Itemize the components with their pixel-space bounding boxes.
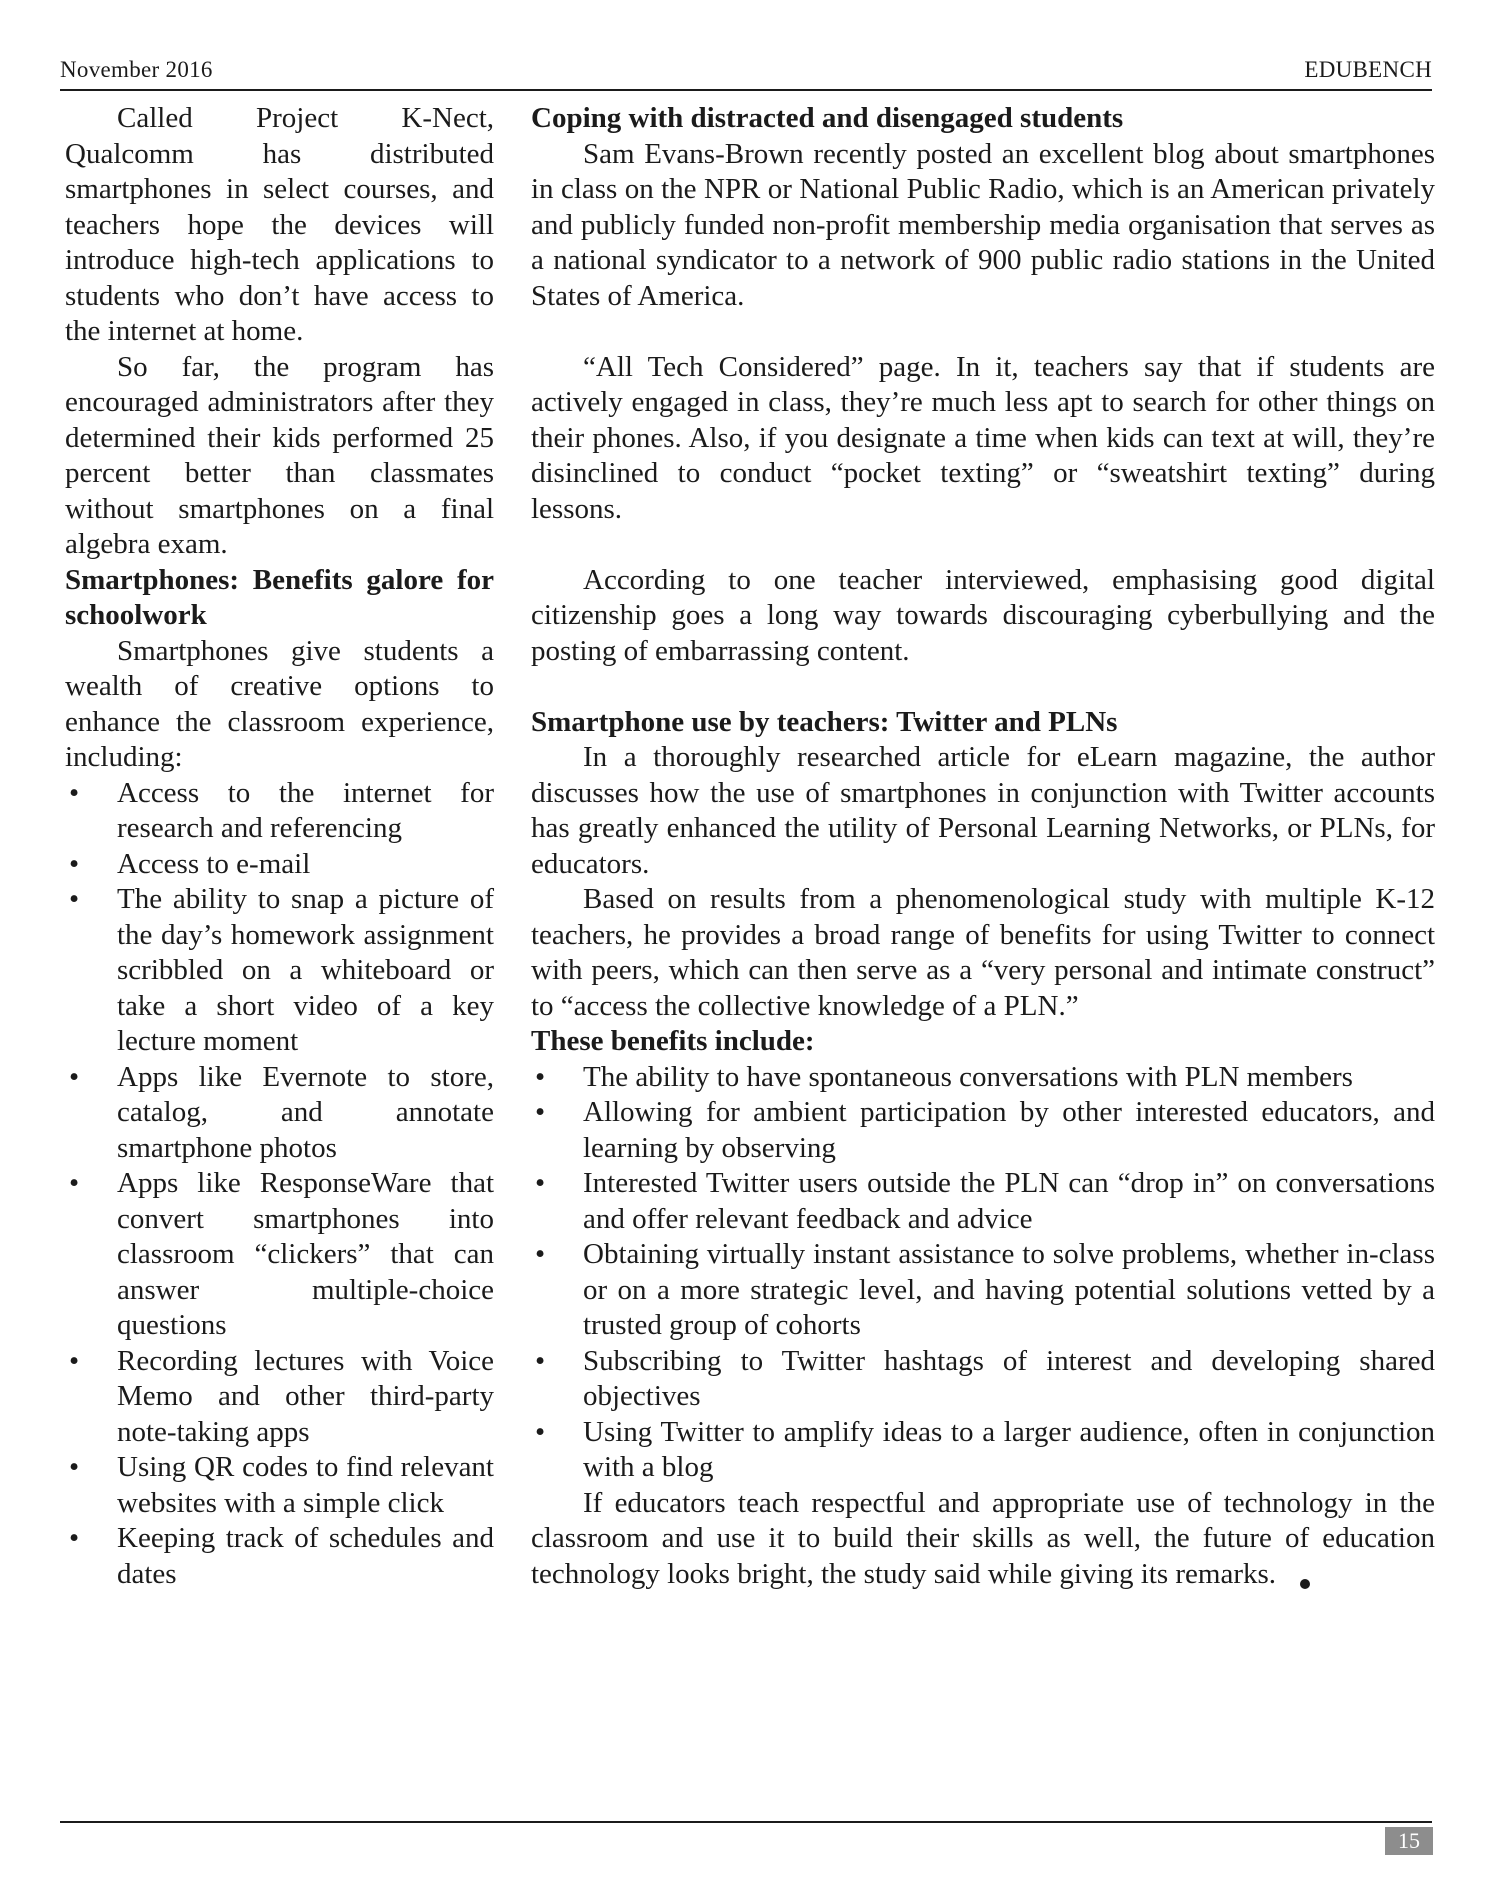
paragraph-spacer xyxy=(531,527,1435,563)
list-item: • Keeping track of schedules and dates xyxy=(69,1522,494,1590)
bullet-icon: • xyxy=(535,1096,546,1128)
bullet-icon: • xyxy=(69,1522,80,1554)
paragraph-digital-citizenship: According to one teacher interviewed, emphasising good digital citizenship goes a long way towards discouraging cyberbullying and the posting of embarrassing content. xyxy=(531,563,1435,667)
section-heading-benefits: Smartphones: Benefits galore for schoolwork xyxy=(65,563,494,631)
bullet-icon: • xyxy=(69,883,80,915)
paragraph-elearn-article: In a thoroughly researched article for eLearn magazine, the author discusses how the use of smartphones in conjunction with Twitter accounts has greatly enhanced the utility of Personal Learning Networks, or PLNs, for educators. xyxy=(531,741,1435,880)
list-item: • Apps like ResponseWare that convert smartphones into classroom “clickers” that can answer multiple-choice questions xyxy=(69,1167,494,1341)
issue-date: November 2016 xyxy=(60,57,213,82)
bullet-icon: • xyxy=(535,1167,546,1199)
header-rule xyxy=(60,89,1432,91)
bullet-icon: • xyxy=(535,1060,546,1093)
list-item: • The ability to have spontaneous conversations with PLN members xyxy=(531,1060,1435,1096)
paragraph-spacer xyxy=(531,314,1435,350)
list-item: • Interested Twitter users outside the PLN can “drop in” on conversations and offer relevant feedback and advice xyxy=(535,1167,1435,1235)
benefits-list xyxy=(65,776,494,1593)
section-heading-twitter-plns: Smartphone use by teachers: Twitter and PLNs xyxy=(531,705,1118,738)
bullet-icon: • xyxy=(535,1344,546,1377)
page-number: 15 xyxy=(1385,1827,1433,1855)
list-item: • Allowing for ambient participation by other interested educators, and learning by observing xyxy=(535,1096,1435,1164)
paragraph-npr-blog: Sam Evans-Brown recently posted an excellent blog about smartphones in class on the NPR or National Public Radio, which is an American privately and publicly funded non-profit membership media organisation that serves as a national syndicator to a network of 900 public radio stations in the United States of America. xyxy=(531,137,1435,312)
list-item: • Recording lectures with Voice Memo and other third-party note-taking apps xyxy=(69,1344,494,1448)
list-item: • Subscribing to Twitter hashtags of interest and developing shared objectives xyxy=(535,1344,1435,1412)
publication-name: EDUBENCH xyxy=(1304,57,1432,82)
section-heading-distracted: Coping with distracted and disengaged students xyxy=(531,102,1124,134)
left-column xyxy=(65,101,494,1592)
paragraph-program-results: So far, the program has encouraged administrators after they determined their kids performed 25 percent better than classmates without smartphones on a final algebra exam. xyxy=(65,350,494,560)
bullet-icon: • xyxy=(535,1238,546,1270)
bullet-icon: • xyxy=(535,1415,546,1448)
running-header xyxy=(60,57,1432,87)
bullet-icon: • xyxy=(69,776,80,809)
list-item: • Using Twitter to amplify ideas to a larger audience, often in conjunction with a blog xyxy=(535,1415,1435,1483)
pln-benefits-list xyxy=(531,1060,1435,1486)
bullet-icon: • xyxy=(69,1451,80,1483)
list-item: • Access to the internet for research and referencing xyxy=(69,776,494,844)
paragraph-spacer xyxy=(531,669,1435,705)
paragraph-phenomenological-study: Based on results from a phenomenological study with multiple K-12 teachers, he provides a broad range of benefits for using Twitter to connect with peers, which can then serve as a “very personal and intimate construct” to “access the collective knowledge of a PLN.” xyxy=(531,883,1435,1022)
bullet-icon: • xyxy=(69,847,80,880)
list-item: • Access to e-mail xyxy=(65,847,494,883)
list-item: • Apps like Evernote to store, catalog, and annotate smartphone photos xyxy=(69,1060,494,1164)
paragraph-all-tech-considered: “All Tech Considered” page. In it, teachers say that if students are actively engaged in class, they’re much less apt to search for other things on their phones. Also, if you designate a time when kids can text at will, they’re disinclined to conduct “pocket texting” or “sweatshirt texting” during lessons. xyxy=(531,350,1435,525)
right-column xyxy=(531,101,1435,1592)
list-item: • The ability to snap a picture of the day’s homework assignment scribbled on a whiteboard or take a short video of a key lecture moment xyxy=(69,883,494,1057)
footer-rule xyxy=(60,1821,1432,1823)
bullet-icon: • xyxy=(69,1167,80,1199)
bullet-icon: • xyxy=(69,1344,80,1377)
list-item: • Using QR codes to find relevant websites with a simple click xyxy=(69,1451,494,1519)
end-mark-icon xyxy=(1300,1579,1310,1589)
paragraph-project-knect: Called Project K-Nect, Qualcomm has distributed smartphones in select courses, and teachers hope the devices will introduce high-tech applications to students who don’t have access to the internet at home. xyxy=(65,102,494,347)
bullet-icon: • xyxy=(69,1060,80,1093)
paragraph-conclusion: If educators teach respectful and appropriate use of technology in the classroom and use it to build their skills as well, the future of education technology looks bright, the study said while giving its remarks. xyxy=(531,1486,1435,1590)
subheading-benefits-include: These benefits include: xyxy=(531,1025,815,1057)
list-item: • Obtaining virtually instant assistance to solve problems, whether in-class or on a more strategic level, and having potential solutions vetted by a trusted group of cohorts xyxy=(535,1238,1435,1341)
paragraph-creative-options: Smartphones give students a wealth of creative options to enhance the classroom experience, including: xyxy=(65,634,494,773)
